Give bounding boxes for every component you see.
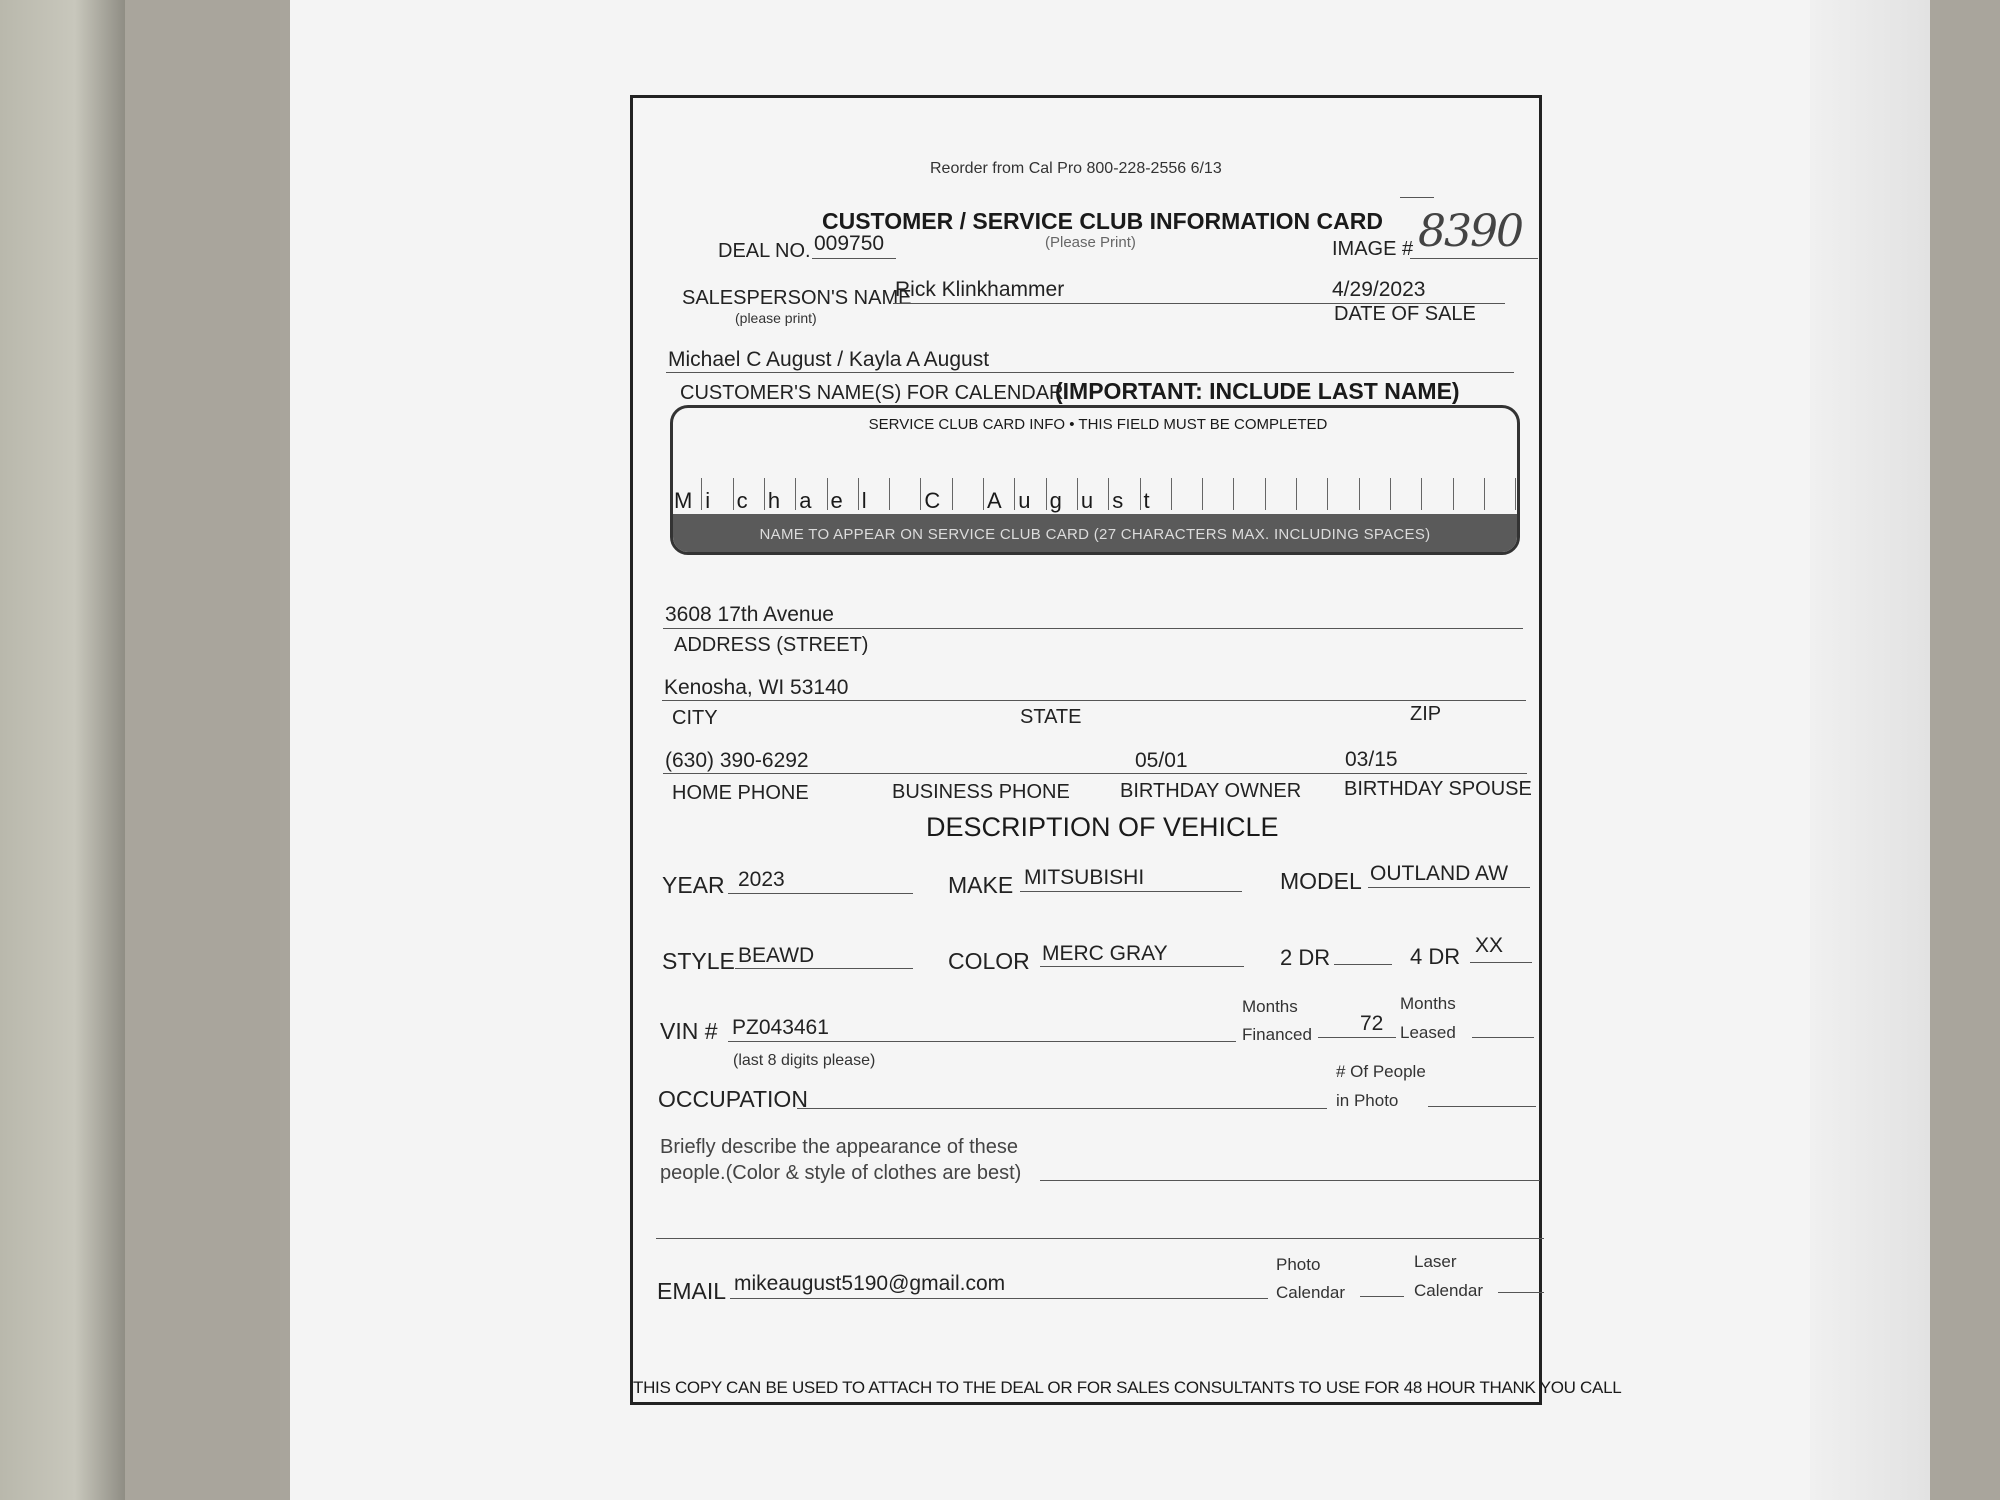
year-value: 2023 [738, 868, 785, 891]
photo-calendar-line [1360, 1296, 1404, 1297]
zip-label: ZIP [1410, 703, 1442, 725]
email-line [730, 1298, 1268, 1299]
people-label-1: # Of People [1336, 1062, 1426, 1081]
make-label: MAKE [948, 872, 1014, 898]
describe-label-1: Briefly describe the appearance of these [660, 1136, 1018, 1158]
image-value-handwritten: 8390 [1418, 206, 1522, 257]
vehicle-header: DESCRIPTION OF VEHICLE [926, 812, 1279, 842]
please-print-note: (Please Print) [1045, 234, 1136, 251]
service-club-cell-divider [1014, 478, 1015, 510]
state-label: STATE [1020, 706, 1082, 728]
months-leased-label-1: Months [1400, 994, 1456, 1013]
style-value: BEAWD [738, 944, 815, 967]
service-club-cell-divider [1327, 478, 1328, 510]
months-financed-label-2: Financed [1242, 1025, 1312, 1044]
salesperson-value: Rick Klinkhammer [895, 278, 1065, 301]
color-label: COLOR [948, 948, 1030, 974]
service-club-cell-divider [1233, 478, 1234, 510]
service-club-cell-divider [1390, 478, 1391, 510]
city-value: Kenosha, WI 53140 [664, 676, 849, 699]
service-club-letter: a [799, 488, 812, 513]
service-club-cell-divider [1077, 478, 1078, 510]
style-label: STYLE [662, 948, 735, 974]
city-label: CITY [672, 707, 718, 729]
service-club-cell-divider [701, 478, 702, 510]
service-club-band-text: NAME TO APPEAR ON SERVICE CLUB CARD (27 CHARACTERS MAX. INCLUDING SPACES) [759, 526, 1431, 543]
email-label: EMAIL [657, 1278, 727, 1304]
occupation-label: OCCUPATION [658, 1086, 808, 1112]
service-club-cell-divider [1359, 478, 1360, 510]
home-phone-value: (630) 390-6292 [665, 749, 809, 772]
laser-calendar-line [1498, 1292, 1544, 1293]
laser-calendar-label-2: Calendar [1414, 1281, 1483, 1300]
service-club-letter: g [1049, 488, 1062, 513]
service-club-cell-divider [1202, 478, 1203, 510]
service-club-letter: C [924, 488, 941, 513]
service-club-cell-divider [889, 478, 890, 510]
birthday-owner-value: 05/01 [1135, 749, 1188, 772]
photo-calendar-label-1: Photo [1276, 1255, 1321, 1274]
phone-line [663, 773, 1527, 774]
months-financed-line [1318, 1037, 1396, 1038]
model-line [1368, 887, 1530, 888]
service-club-cell-divider [1046, 478, 1047, 510]
vin-sub: (last 8 digits please) [733, 1052, 876, 1069]
service-club-cell-divider [764, 478, 765, 510]
two-dr-label: 2 DR [1280, 945, 1331, 970]
color-line [1040, 966, 1244, 967]
service-club-letter: M [674, 488, 693, 513]
address-value: 3608 17th Avenue [665, 603, 834, 626]
service-club-cell-divider [827, 478, 828, 510]
customer-names-value: Michael C August / Kayla A August [668, 348, 990, 371]
business-phone-label: BUSINESS PHONE [892, 781, 1070, 803]
service-club-cell-divider [1265, 478, 1266, 510]
service-club-letter: e [830, 488, 843, 513]
salesperson-sub: (please print) [735, 310, 817, 326]
service-club-cell-divider [795, 478, 796, 510]
service-club-cell-divider [1296, 478, 1297, 510]
make-value: MITSUBISHI [1024, 866, 1145, 889]
service-club-letter: h [767, 488, 781, 513]
people-label-2: in Photo [1336, 1091, 1399, 1110]
service-club-cell-divider [1108, 478, 1109, 510]
salesperson-label: SALESPERSON'S NAME [682, 287, 912, 309]
image-label: IMAGE # [1332, 238, 1414, 260]
service-club-cell-divider [1453, 478, 1454, 510]
customer-names-important: (IMPORTANT: INCLUDE LAST NAME) [1055, 378, 1460, 404]
service-club-letter: c [736, 488, 748, 513]
people-line [1428, 1106, 1536, 1107]
vin-value: PZ043461 [732, 1016, 829, 1039]
birthday-owner-label: BIRTHDAY OWNER [1120, 780, 1302, 802]
image-dash [1400, 197, 1434, 198]
form-title: CUSTOMER / SERVICE CLUB INFORMATION CARD [822, 208, 1383, 234]
vin-label: VIN # [660, 1018, 718, 1044]
customer-names-label: CUSTOMER'S NAME(S) FOR CALENDAR [680, 382, 1064, 404]
birthday-spouse-label: BIRTHDAY SPOUSE [1344, 778, 1532, 800]
date-of-sale-value: 4/29/2023 [1332, 278, 1426, 301]
city-line [662, 700, 1526, 701]
months-financed-label-1: Months [1242, 997, 1298, 1016]
deal-no-label: DEAL NO. [718, 240, 811, 262]
service-club-cell-divider [1484, 478, 1485, 510]
year-line [728, 893, 913, 894]
four-dr-label: 4 DR [1410, 944, 1461, 969]
service-club-letter: u [1018, 488, 1031, 513]
reorder-note: Reorder from Cal Pro 800-228-2556 6/13 [930, 160, 1222, 177]
deal-no-value: 009750 [814, 232, 885, 255]
paper-edge [1810, 0, 1930, 1500]
email-value: mikeaugust5190@gmail.com [734, 1272, 1006, 1295]
year-label: YEAR [662, 872, 725, 898]
service-club-header: SERVICE CLUB CARD INFO • THIS FIELD MUST BE COMPLETED [868, 416, 1328, 433]
customer-names-line [666, 372, 1514, 373]
two-dr-line [1334, 964, 1392, 965]
service-club-cell-divider [920, 478, 921, 510]
service-club-cell-divider [952, 478, 953, 510]
service-club-letter: i [705, 488, 711, 513]
service-club-letter: t [1143, 488, 1150, 513]
occupation-line [797, 1108, 1327, 1109]
laser-calendar-label-1: Laser [1414, 1252, 1457, 1271]
birthday-spouse-value: 03/15 [1345, 748, 1398, 771]
background-stand [0, 0, 125, 1500]
home-phone-label: HOME PHONE [672, 782, 809, 804]
photo-calendar-label-2: Calendar [1276, 1283, 1345, 1302]
service-club-box [670, 405, 1520, 555]
service-club-letter: s [1112, 488, 1124, 513]
style-line [735, 968, 913, 969]
four-dr-value: XX [1475, 934, 1504, 957]
service-club-cell-divider [733, 478, 734, 510]
service-club-cell-divider [1515, 478, 1516, 510]
service-club-cell-divider [1171, 478, 1172, 510]
service-club-cell-divider [1421, 478, 1422, 510]
date-of-sale-label: DATE OF SALE [1334, 303, 1476, 325]
describe-line-1 [1040, 1180, 1540, 1181]
address-label: ADDRESS (STREET) [674, 634, 869, 656]
image-line [1410, 258, 1538, 259]
months-leased-line [1472, 1037, 1534, 1038]
service-club-cell-divider [983, 478, 984, 510]
months-leased-label-2: Leased [1400, 1023, 1456, 1042]
model-label: MODEL [1280, 868, 1362, 894]
make-line [1020, 891, 1242, 892]
four-dr-line [1470, 962, 1532, 963]
deal-no-line [812, 258, 896, 259]
service-club-cell-divider [1140, 478, 1141, 510]
service-club-letter: l [861, 488, 867, 513]
service-club-letter: A [987, 488, 1002, 513]
service-club-cell-divider [858, 478, 859, 510]
address-line [663, 628, 1523, 629]
model-value: OUTLAND AW [1370, 862, 1509, 885]
footer-note: THIS COPY CAN BE USED TO ATTACH TO THE DEAL OR FOR SALES CONSULTANTS TO USE FOR 48 HOUR THANK YOU CALL [633, 1378, 1622, 1397]
vin-line [728, 1041, 1236, 1042]
describe-line-2 [656, 1238, 1544, 1239]
color-value: MERC GRAY [1042, 942, 1168, 965]
service-club-letter: u [1080, 488, 1094, 513]
months-financed-value: 72 [1360, 1012, 1384, 1035]
describe-label-2: people.(Color & style of clothes are best) [660, 1162, 1022, 1184]
